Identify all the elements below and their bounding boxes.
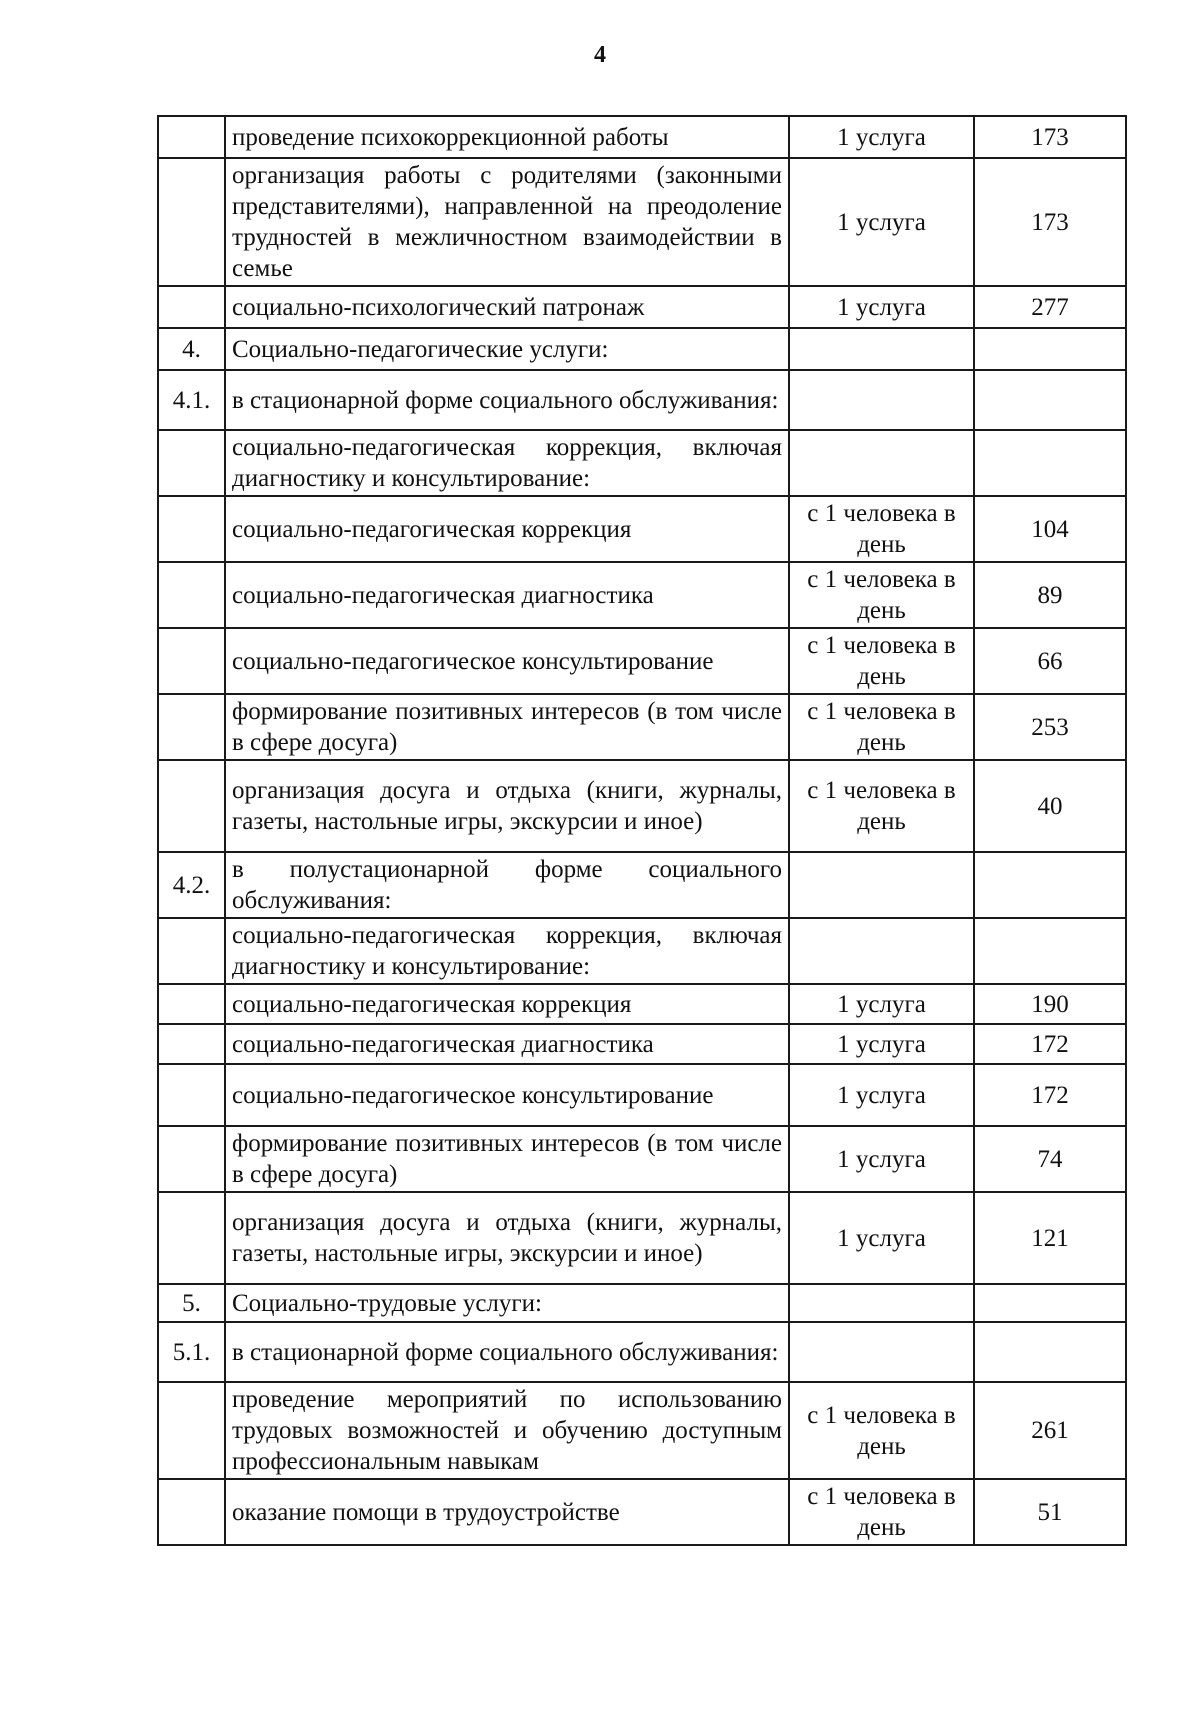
table-row bbox=[158, 158, 1126, 286]
tariff-price-cell bbox=[974, 1322, 1126, 1382]
service-name-cell: социально-педагогическая диагностика bbox=[225, 562, 789, 628]
tariff-price-cell: 104 bbox=[974, 496, 1126, 562]
table-row bbox=[158, 1064, 1126, 1126]
service-name-cell: формирование позитивных интересов (в том числе в сфере досуга) bbox=[225, 694, 789, 760]
unit-of-measure-cell bbox=[789, 852, 974, 918]
table-row bbox=[158, 918, 1126, 984]
unit-of-measure-cell: с 1 человека в день bbox=[789, 628, 974, 694]
tariff-price-cell: 66 bbox=[974, 628, 1126, 694]
service-name-cell: формирование позитивных интересов (в том числе в сфере досуга) bbox=[225, 1126, 789, 1192]
service-name-cell: социально-педагогическая коррекция bbox=[225, 984, 789, 1024]
table-row bbox=[158, 116, 1126, 158]
service-name-cell: социально-психологический патронаж bbox=[225, 286, 789, 328]
table-row bbox=[158, 1024, 1126, 1064]
service-name-cell: Социально-трудовые услуги: bbox=[225, 1284, 789, 1322]
item-number-cell bbox=[158, 116, 225, 158]
tariff-price-cell bbox=[974, 370, 1126, 430]
item-number-cell bbox=[158, 1126, 225, 1192]
unit-of-measure-cell: с 1 человека в день bbox=[789, 562, 974, 628]
item-number-cell bbox=[158, 496, 225, 562]
item-number-cell bbox=[158, 760, 225, 852]
unit-of-measure-cell: 1 услуга bbox=[789, 158, 974, 286]
item-number-cell bbox=[158, 430, 225, 496]
unit-of-measure-cell: 1 услуга bbox=[789, 1064, 974, 1126]
tariff-price-cell bbox=[974, 918, 1126, 984]
table-row bbox=[158, 1322, 1126, 1382]
service-name-cell: социально-педагогическая коррекция bbox=[225, 496, 789, 562]
tariff-price-cell: 172 bbox=[974, 1024, 1126, 1064]
service-name-cell: социально-педагогическое консультирование bbox=[225, 1064, 789, 1126]
unit-of-measure-cell: 1 услуга bbox=[789, 984, 974, 1024]
table-row bbox=[158, 430, 1126, 496]
table-row bbox=[158, 984, 1126, 1024]
item-number-cell bbox=[158, 1064, 225, 1126]
unit-of-measure-cell bbox=[789, 918, 974, 984]
tariff-price-cell: 173 bbox=[974, 116, 1126, 158]
item-number-cell: 5. bbox=[158, 1284, 225, 1322]
table-row bbox=[158, 496, 1126, 562]
service-name-cell: социально-педагогическая диагностика bbox=[225, 1024, 789, 1064]
table-row bbox=[158, 562, 1126, 628]
tariff-price-cell bbox=[974, 852, 1126, 918]
tariff-price-cell: 277 bbox=[974, 286, 1126, 328]
item-number-cell bbox=[158, 1192, 225, 1284]
unit-of-measure-cell bbox=[789, 1322, 974, 1382]
service-name-cell: социально-педагогическая коррекция, включая диагностику и консультирование: bbox=[225, 918, 789, 984]
service-name-cell: в стационарной форме социального обслуживания: bbox=[225, 370, 789, 430]
service-name-cell: организация работы с родителями (законными представителями), направленной на преодоление трудностей в межличностном взаимодействии в семье bbox=[225, 158, 789, 286]
tariff-price-cell: 121 bbox=[974, 1192, 1126, 1284]
unit-of-measure-cell: с 1 человека в день bbox=[789, 1382, 974, 1479]
tariff-price-cell: 253 bbox=[974, 694, 1126, 760]
tariff-price-cell: 190 bbox=[974, 984, 1126, 1024]
tariff-price-cell: 172 bbox=[974, 1064, 1126, 1126]
unit-of-measure-cell: 1 услуга bbox=[789, 1126, 974, 1192]
unit-of-measure-cell: с 1 человека в день bbox=[789, 1479, 974, 1545]
item-number-cell bbox=[158, 1479, 225, 1545]
unit-of-measure-cell bbox=[789, 370, 974, 430]
item-number-cell: 4.1. bbox=[158, 370, 225, 430]
table-row bbox=[158, 1126, 1126, 1192]
item-number-cell bbox=[158, 1024, 225, 1064]
unit-of-measure-cell: 1 услуга bbox=[789, 116, 974, 158]
unit-of-measure-cell: 1 услуга bbox=[789, 286, 974, 328]
item-number-cell bbox=[158, 286, 225, 328]
item-number-cell: 4.2. bbox=[158, 852, 225, 918]
table-row bbox=[158, 1479, 1126, 1545]
service-name-cell: оказание помощи в трудоустройстве bbox=[225, 1479, 789, 1545]
service-name-cell: социально-педагогическое консультирование bbox=[225, 628, 789, 694]
unit-of-measure-cell: с 1 человека в день bbox=[789, 496, 974, 562]
tariff-price-cell bbox=[974, 328, 1126, 370]
table-row bbox=[158, 852, 1126, 918]
item-number-cell bbox=[158, 628, 225, 694]
unit-of-measure-cell: с 1 человека в день bbox=[789, 760, 974, 852]
item-number-cell bbox=[158, 694, 225, 760]
service-name-cell: проведение психокоррекционной работы bbox=[225, 116, 789, 158]
service-name-cell: Социально-педагогические услуги: bbox=[225, 328, 789, 370]
item-number-cell bbox=[158, 984, 225, 1024]
table-row bbox=[158, 328, 1126, 370]
service-name-cell: социально-педагогическая коррекция, включая диагностику и консультирование: bbox=[225, 430, 789, 496]
page-number: 4 bbox=[594, 42, 606, 68]
table-row bbox=[158, 694, 1126, 760]
service-name-cell: организация досуга и отдыха (книги, журналы, газеты, настольные игры, экскурсии и иное) bbox=[225, 1192, 789, 1284]
tariff-price-cell: 40 bbox=[974, 760, 1126, 852]
table-row bbox=[158, 1382, 1126, 1479]
tariff-price-cell bbox=[974, 430, 1126, 496]
tariff-price-cell: 173 bbox=[974, 158, 1126, 286]
item-number-cell bbox=[158, 1382, 225, 1479]
tariff-price-cell: 89 bbox=[974, 562, 1126, 628]
item-number-cell: 4. bbox=[158, 328, 225, 370]
unit-of-measure-cell: с 1 человека в день bbox=[789, 694, 974, 760]
table-row bbox=[158, 1192, 1126, 1284]
table-row bbox=[158, 370, 1126, 430]
item-number-cell bbox=[158, 918, 225, 984]
tariff-price-cell: 261 bbox=[974, 1382, 1126, 1479]
unit-of-measure-cell bbox=[789, 430, 974, 496]
table-row bbox=[158, 286, 1126, 328]
unit-of-measure-cell: 1 услуга bbox=[789, 1024, 974, 1064]
unit-of-measure-cell bbox=[789, 1284, 974, 1322]
tariff-table bbox=[157, 115, 1127, 1546]
service-name-cell: проведение мероприятий по использованию трудовых возможностей и обучению доступным профессиональным навыкам bbox=[225, 1382, 789, 1479]
unit-of-measure-cell: 1 услуга bbox=[789, 1192, 974, 1284]
item-number-cell: 5.1. bbox=[158, 1322, 225, 1382]
table-row bbox=[158, 1284, 1126, 1322]
service-name-cell: в стационарной форме социального обслуживания: bbox=[225, 1322, 789, 1382]
tariff-price-cell: 74 bbox=[974, 1126, 1126, 1192]
unit-of-measure-cell bbox=[789, 328, 974, 370]
service-name-cell: организация досуга и отдыха (книги, журналы, газеты, настольные игры, экскурсии и иное) bbox=[225, 760, 789, 852]
tariff-price-cell: 51 bbox=[974, 1479, 1126, 1545]
item-number-cell bbox=[158, 158, 225, 286]
service-name-cell: в полустационарной форме социального обслуживания: bbox=[225, 852, 789, 918]
tariff-table-body bbox=[158, 116, 1126, 1545]
table-row bbox=[158, 760, 1126, 852]
table-row bbox=[158, 628, 1126, 694]
tariff-price-cell bbox=[974, 1284, 1126, 1322]
item-number-cell bbox=[158, 562, 225, 628]
